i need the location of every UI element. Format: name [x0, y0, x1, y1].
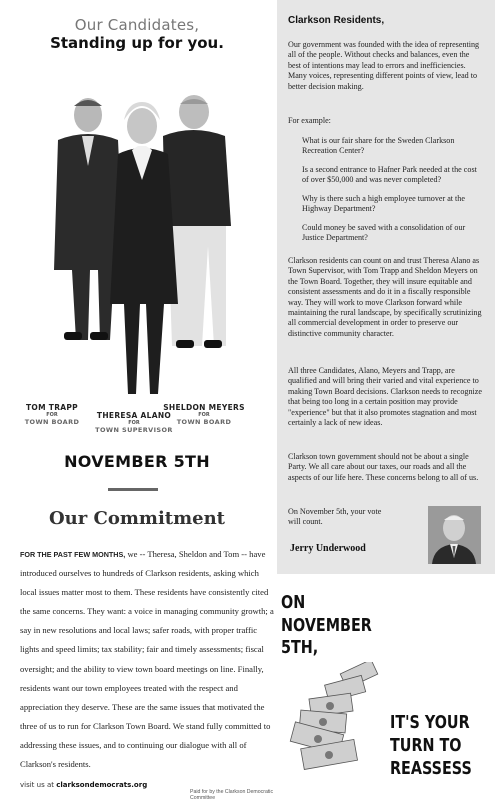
- promo-line: ON: [281, 593, 306, 613]
- letter-heading: Clarkson Residents,: [288, 15, 385, 26]
- tagline-line1: Our Candidates,: [74, 16, 200, 34]
- letter-para4: Clarkson town government should not be about a single Party. We all care about our taxes, our roads and all the aspects of our life here. These concerns belong to all of us.: [288, 452, 479, 482]
- flying-money-illustration: [282, 662, 402, 774]
- jerry-underwood-photo: [428, 506, 481, 564]
- paid-for-notice: Paid for by the Clarkson Democratic Committee: [190, 789, 274, 801]
- candidate-for: FOR: [128, 420, 140, 426]
- letter-para5: On November 5th, your vote will count.: [288, 507, 382, 527]
- tagline-line2: Standing up for you.: [50, 34, 224, 52]
- promo-headline-bottom: [390, 712, 480, 781]
- promo-line: REASSESS: [390, 759, 472, 779]
- commitment-lead: FOR THE PAST FEW MONTHS,: [20, 550, 126, 559]
- website-link[interactable]: clarksondemocrats.org: [56, 781, 148, 789]
- question-item: Why is there such a high employee turnover at the Highway Department?: [302, 194, 465, 214]
- letter-para3: All three Candidates, Alano, Meyers and Trapp, are qualified and will bring their varied and vital experience to making Town Board decisions. Clarkson needs to recognize that being too long in a certain position may provide "experience" but that it also promotes stagnation and most certainly a lack of new ideas.: [288, 366, 482, 428]
- candidate-position: TOWN SUPERVISOR: [95, 426, 173, 434]
- visit-prefix: visit us at: [20, 781, 54, 789]
- promo-line: 5TH,: [281, 638, 319, 658]
- promo-line: IT'S YOUR: [390, 713, 470, 733]
- commitment-body: [20, 545, 274, 774]
- candidate-position: TOWN BOARD: [24, 418, 80, 426]
- candidate-tom-trapp: [20, 403, 84, 426]
- letter-for-example: For example:: [288, 116, 331, 125]
- letter-para1: Our government was founded with the idea of representing all of the people. Without checks and balances, even the best of intentions may lead to errors and inefficiencies. Many voices, representing different points of view, lead to better decision making.: [288, 40, 480, 91]
- website-line: [20, 781, 147, 789]
- candidate-name: TOM TRAPP: [26, 403, 78, 412]
- candidate-position: TOWN BOARD: [176, 418, 232, 426]
- election-date-heading: NOVEMBER 5TH: [64, 452, 210, 471]
- letter-para2: Clarkson residents can count on and trust Theresa Alano as Town Supervisor, with Tom Trapp and Sheldon Meyers on the Town Board. Together, they will insure equitable and consistent assessments and do it in a fiscally responsible way. They will work to move Clarkson forward while maintaining the rural landscape, by specifically scrutinizing all commercial development in order to preserve our distinctive community character.: [288, 256, 482, 338]
- promo-line: NOVEMBER: [281, 615, 372, 636]
- candidates-photo: [28, 70, 264, 400]
- promo-line: TURN TO: [390, 736, 462, 756]
- candidate-for: FOR: [46, 412, 58, 418]
- question-item: Is a second entrance to Hafner Park needed at the cost of over $50,000 and was never completed?: [302, 165, 477, 185]
- signature: Jerry Underwood: [290, 543, 366, 554]
- candidate-theresa-alano: [84, 411, 184, 434]
- commitment-title: Our Commitment: [49, 508, 225, 529]
- question-item: Could money be saved with a consolidation of our Justice Department?: [302, 223, 466, 243]
- candidate-name: SHELDON MEYERS: [163, 403, 245, 412]
- candidate-name: THERESA ALANO: [96, 411, 172, 420]
- promo-headline-top: [281, 592, 372, 660]
- commitment-text: we -- Theresa, Sheldon and Tom -- have introduced ourselves to hundreds of Clarkson residents, asking which local issues matter most to them. These residents have consistently cited the same concerns. They want: a voice in managing community growth; a say in new resolutions and local laws; safer roads, with proper traffic lights and speed limits; tax stability; fair and timely assessments; fiscal oversight; and the ability to view town board meetings on line. Finally, residents want our town employees treated with the respect and appreciation they deserve. These are the same issues that motivated the three of us to run for Clarkson Town Board. We stand fully committed to addressing these issues, and to continuing our dialogue with all of Clarkson's residents.: [20, 549, 274, 770]
- candidate-for: FOR: [198, 412, 210, 418]
- divider: [108, 488, 158, 491]
- question-item: What is our fair share for the Sweden Clarkson Recreation Center?: [302, 136, 455, 156]
